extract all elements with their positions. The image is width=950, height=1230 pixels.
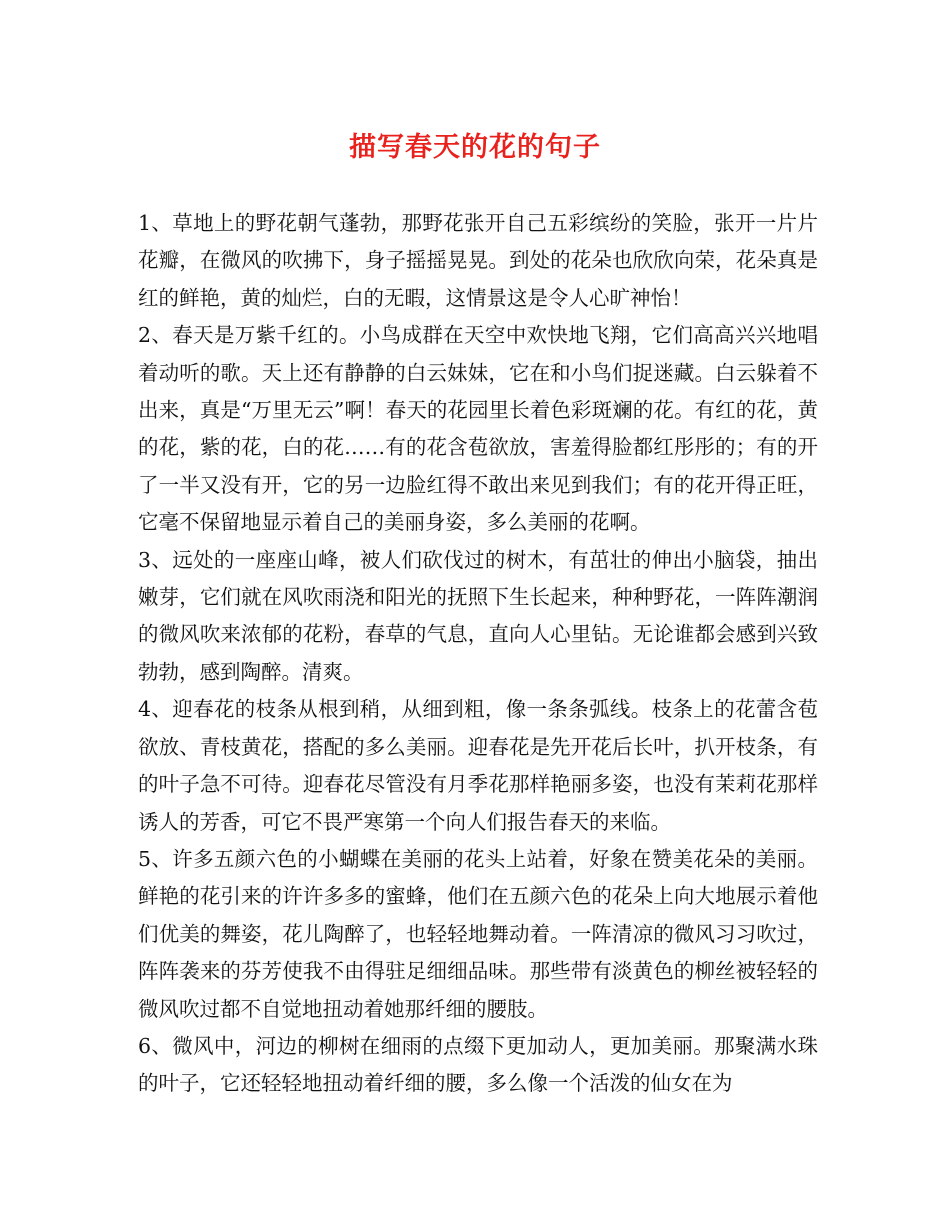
document-body bbox=[138, 205, 818, 1103]
document-title: 描写春天的花的句子 bbox=[349, 132, 601, 163]
paragraph-2: 2、春天是万紫千红的。小鸟成群在天空中欢快地飞翔，它们高高兴兴地唱着动听的歌。天上还有静静的白云妹妹，它在和小鸟们捉迷藏。白云躲着不出来，真是“万里无云”啊！春天的花园里长着色彩斑斓的花。有红的花，黄的花，紫的花，白的花……有的花含苞欲放，害羞得脸都红彤彤的；有的开了一半又没有开，它的另一边脸红得不敢出来见到我们；有的花开得正旺，它毫不保留地显示着自己的美丽身姿，多么美丽的花啊。 bbox=[138, 323, 818, 535]
paragraph-5: 5、许多五颜六色的小蝴蝶在美丽的花头上站着，好象在赞美花朵的美丽。鲜艳的花引来的许许多多的蜜蜂，他们在五颜六色的花朵上向大地展示着他们优美的舞姿，花儿陶醉了，也轻轻地舞动着。一阵清凉的微风习习吹过，阵阵袭来的芬芳使我不由得驻足细细品味。那些带有淡黄色的柳丝被轻轻的微风吹过都不自觉地扭动着她那纤细的腰肢。 bbox=[138, 846, 818, 1021]
paragraph-3: 3、远处的一座座山峰，被人们砍伐过的树木，有茁壮的伸出小脑袋，抽出嫩芽，它们就在风吹雨浇和阳光的抚照下生长起来，种种野花，一阵阵潮润的微风吹来浓郁的花粉，春草的气息，直向人心里钻。无论谁都会感到兴致勃勃，感到陶醉。清爽。 bbox=[138, 547, 818, 684]
paragraph-1: 1、草地上的野花朝气蓬勃，那野花张开自己五彩缤纷的笑脸，张开一片片花瓣，在微风的吹拂下，身子摇摇晃晃。到处的花朵也欣欣向荣，花朵真是红的鲜艳，黄的灿烂，白的无暇，这情景这是令人心旷神怡！ bbox=[138, 211, 818, 310]
paragraph-6: 6、微风中，河边的柳树在细雨的点缀下更加动人，更加美丽。那聚满水珠的叶子，它还轻轻地扭动着纤细的腰，多么像一个活泼的仙女在为 bbox=[138, 1033, 818, 1096]
paragraph-4: 4、迎春花的枝条从根到稍，从细到粗，像一条条弧线。枝条上的花蕾含苞欲放、青枝黄花，搭配的多么美丽。迎春花是先开花后长叶，扒开枝条，有的叶子急不可待。迎春花尽管没有月季花那样艳丽多姿，也没有茉莉花那样诱人的芳香，可它不畏严寒第一个向人们报告春天的来临。 bbox=[138, 697, 818, 834]
